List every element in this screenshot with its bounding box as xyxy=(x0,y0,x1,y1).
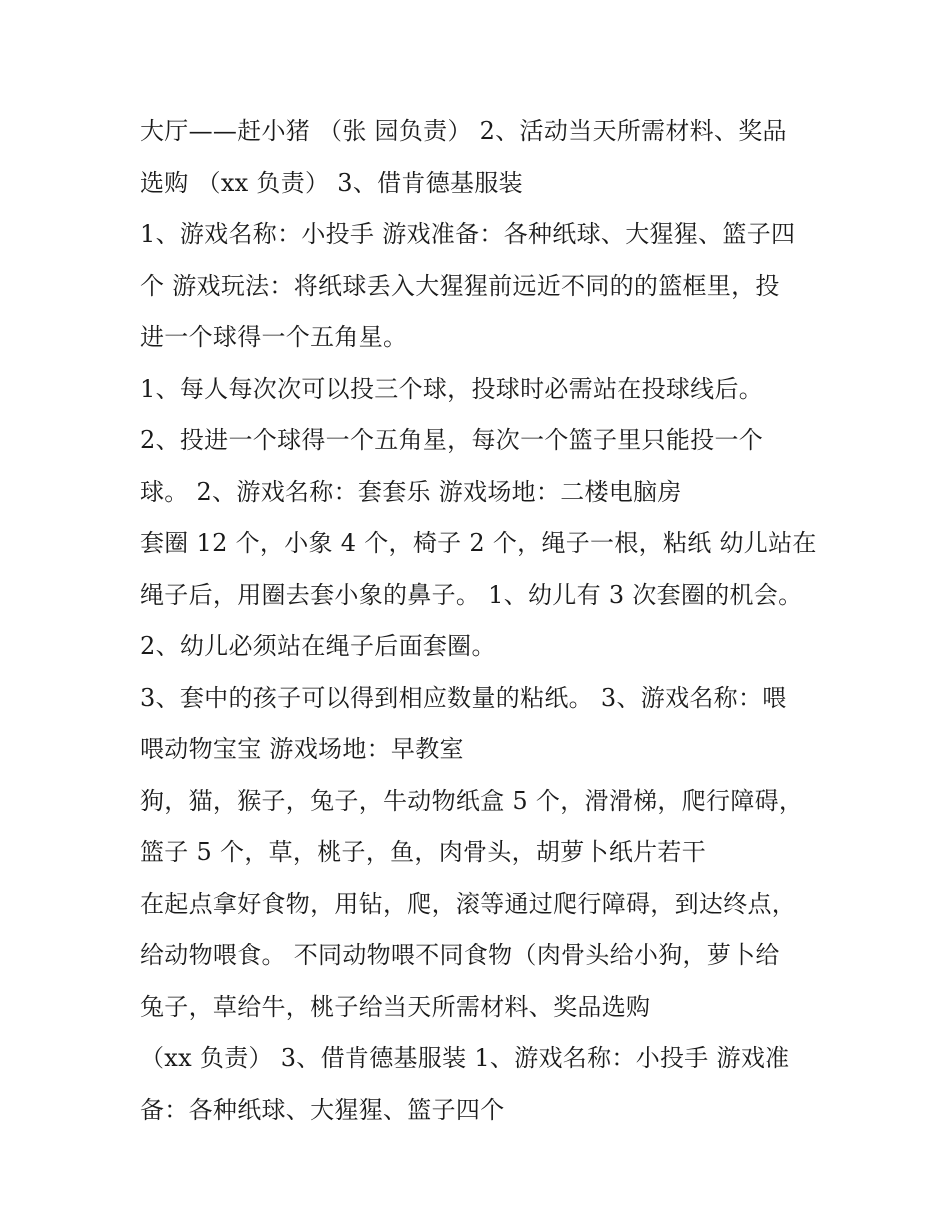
text-line: 球。 2、游戏名称：套套乐 游戏场地：二楼电脑房 xyxy=(140,477,682,506)
text-line: 篮子 5 个，草，桃子，鱼，肉骨头，胡萝卜纸片若干 xyxy=(140,838,707,866)
text-line: 个 游戏玩法：将纸球丢入大猩猩前远近不同的的篮框里，投 xyxy=(140,271,780,300)
text-line: 套圈 12 个，小象 4 个，椅子 2 个，绳子一根，粘纸 幼儿站在 xyxy=(140,529,817,557)
text-line: 喂动物宝宝 游戏场地：早教室 xyxy=(140,735,464,763)
text-line: （xx 负责） 3、借肯德基服装 1、游戏名称：小投手 游戏准 xyxy=(140,1044,790,1072)
text-line: 2、投进一个球得一个五角星，每次一个篮子里只能投一个 xyxy=(140,426,764,454)
text-line: 选购 （xx 负责） 3、借肯德基服装 xyxy=(140,168,523,197)
text-line: 2、幼儿必须站在绳子后面套圈。 xyxy=(140,632,496,660)
text-line: 大厅——赶小猪 （张 园负责） 2、活动当天所需材料、奖品 xyxy=(140,117,787,145)
text-line: 绳子后，用圈去套小象的鼻子。 1、幼儿有 3 次套圈的机会。 xyxy=(140,580,803,609)
text-line: 3、套中的孩子可以得到相应数量的粘纸。 3、游戏名称：喂 xyxy=(140,683,787,712)
text-line: 给动物喂食。 不同动物喂不同食物（肉骨头给小狗，萝卜给 xyxy=(140,941,780,969)
text-line: 在起点拿好食物，用钻，爬，滚等通过爬行障碍，到达终点， xyxy=(140,889,797,918)
text-line: 1、每人每次次可以投三个球，投球时必需站在投球线后。 xyxy=(140,374,764,403)
text-line: 狗，猫，猴子，兔子，牛动物纸盒 5 个，滑滑梯，爬行障碍， xyxy=(140,786,804,815)
text-line: 备：各种纸球、大猩猩、篮子四个 xyxy=(140,1095,505,1124)
text-line: 进一个球得一个五角星。 xyxy=(140,323,408,351)
document-body xyxy=(140,106,820,1136)
text-line: 兔子，草给牛，桃子给当天所需材料、奖品选购 xyxy=(140,992,651,1021)
text-line: 1、游戏名称：小投手 游戏准备：各种纸球、大猩猩、篮子四 xyxy=(140,220,796,248)
